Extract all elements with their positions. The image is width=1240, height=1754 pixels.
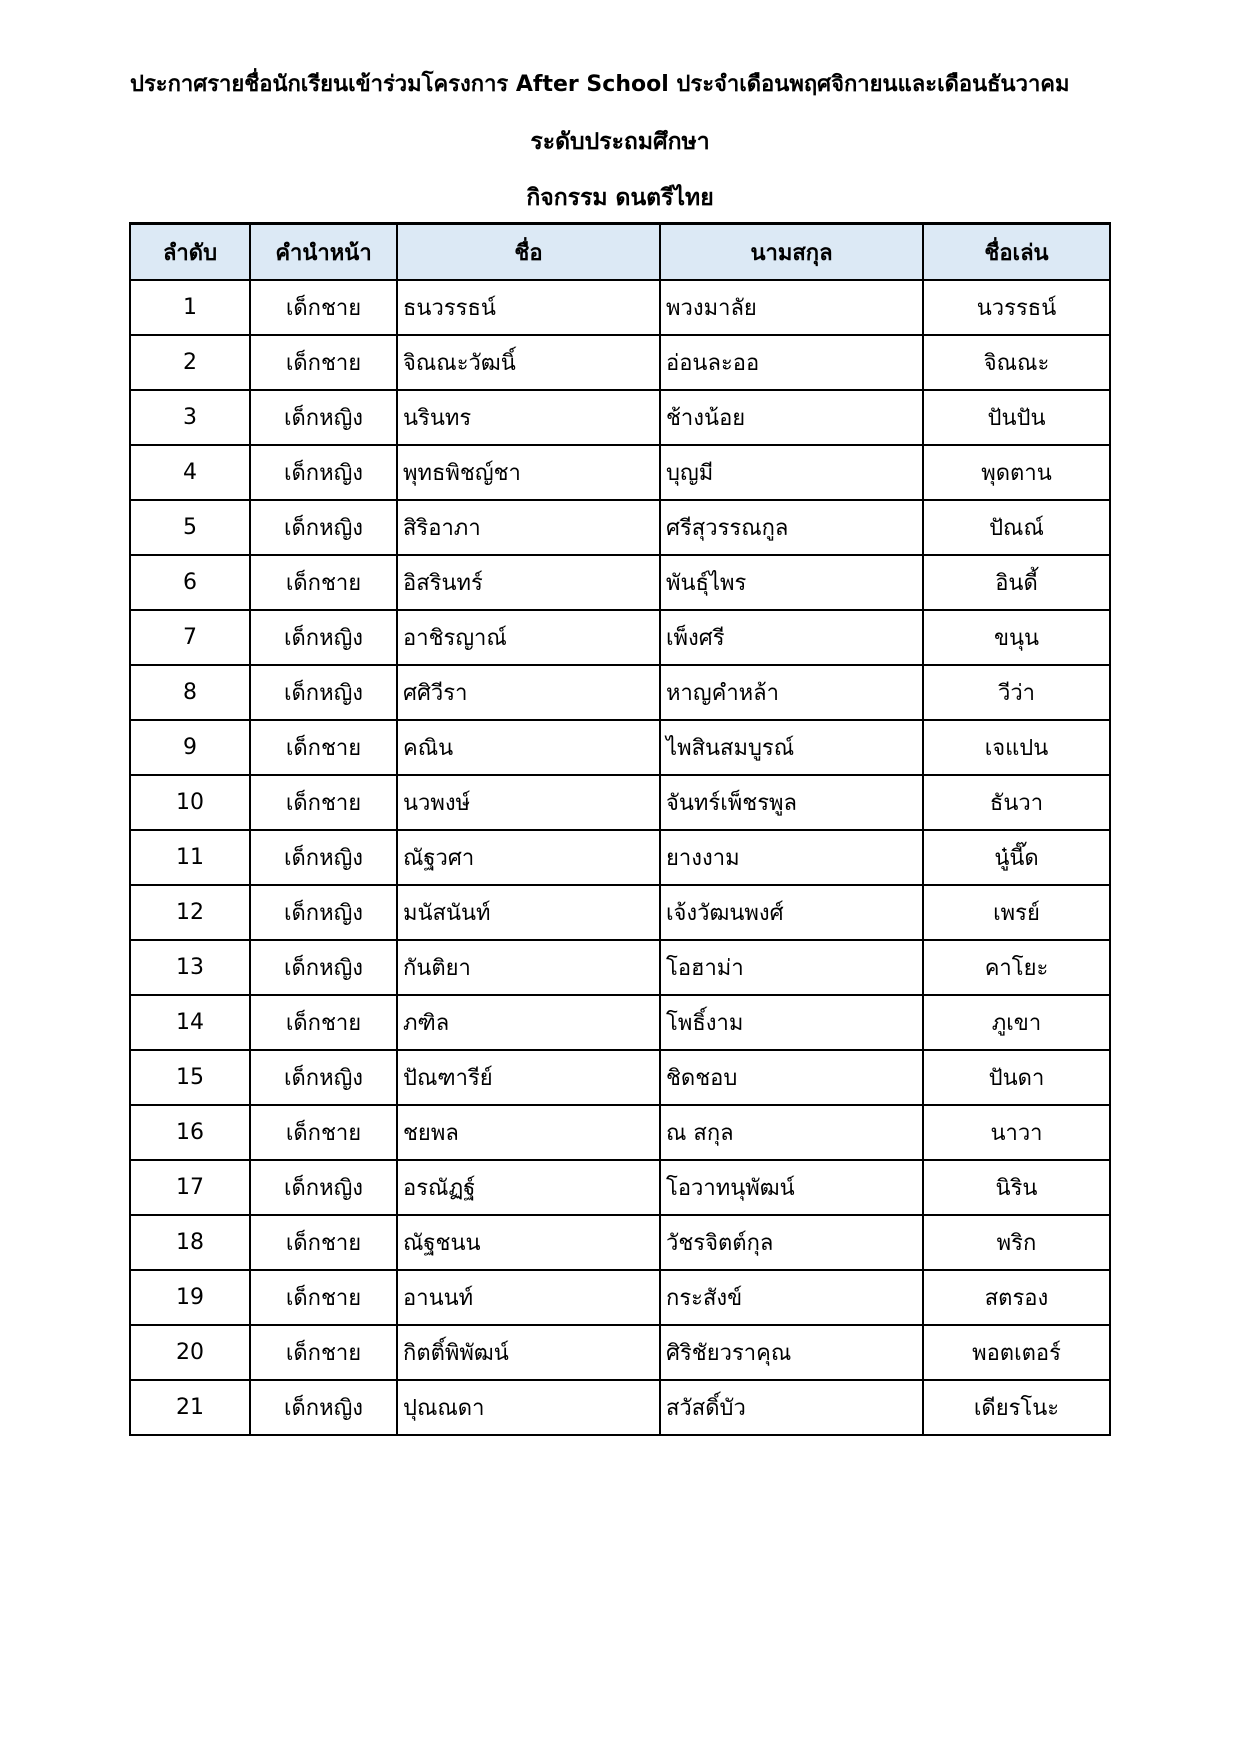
table-row — [130, 1215, 1110, 1270]
cell-no: 15 — [130, 1050, 250, 1105]
cell-no: 10 — [130, 775, 250, 830]
cell-first-name: นวพงษ์ — [397, 775, 660, 830]
header-last-name: นามสกุล — [660, 224, 923, 281]
cell-first-name: ณัฐชนน — [397, 1215, 660, 1270]
student-roster-table — [129, 222, 1111, 1436]
education-level-heading: ระดับประถมศึกษา — [530, 129, 710, 155]
cell-first-name: อาชิรญาณ์ — [397, 610, 660, 665]
cell-last-name: ไพสินสมบูรณ์ — [660, 720, 923, 775]
cell-last-name: หาญคำหล้า — [660, 665, 923, 720]
cell-last-name: ยางงาม — [660, 830, 923, 885]
cell-nickname: นิริน — [923, 1160, 1110, 1215]
cell-prefix: เด็กชาย — [250, 775, 397, 830]
header-nickname: ชื่อเล่น — [923, 224, 1110, 281]
cell-first-name: จิณณะวัฒนิ์ — [397, 335, 660, 390]
cell-last-name: อ่อนละออ — [660, 335, 923, 390]
cell-no: 17 — [130, 1160, 250, 1215]
table-row — [130, 445, 1110, 500]
cell-no: 18 — [130, 1215, 250, 1270]
table-row — [130, 1160, 1110, 1215]
cell-prefix: เด็กชาย — [250, 1270, 397, 1325]
cell-last-name: ช้างน้อย — [660, 390, 923, 445]
cell-first-name: ปุณณดา — [397, 1380, 660, 1435]
cell-nickname: อินดี้ — [923, 555, 1110, 610]
header-no: ลำดับ — [130, 224, 250, 281]
table-row — [130, 1380, 1110, 1435]
cell-no: 19 — [130, 1270, 250, 1325]
cell-prefix: เด็กหญิง — [250, 445, 397, 500]
cell-prefix: เด็กหญิง — [250, 665, 397, 720]
cell-first-name: ณัฐวศา — [397, 830, 660, 885]
cell-no: 11 — [130, 830, 250, 885]
cell-nickname: ขนุน — [923, 610, 1110, 665]
cell-last-name: โอวาทนุพัฒน์ — [660, 1160, 923, 1215]
cell-nickname: ปัณณ์ — [923, 500, 1110, 555]
cell-no: 7 — [130, 610, 250, 665]
cell-nickname: นู๋นี๊ด — [923, 830, 1110, 885]
cell-last-name: ณ สกุล — [660, 1105, 923, 1160]
cell-first-name: กันติยา — [397, 940, 660, 995]
cell-nickname: พอตเตอร์ — [923, 1325, 1110, 1380]
header-first-name: ชื่อ — [397, 224, 660, 281]
cell-no: 4 — [130, 445, 250, 500]
cell-last-name: กระสังข์ — [660, 1270, 923, 1325]
table-row — [130, 1050, 1110, 1105]
cell-first-name: ศศิวีรา — [397, 665, 660, 720]
cell-first-name: กิตติ์พิพัฒน์ — [397, 1325, 660, 1380]
cell-no: 1 — [130, 280, 250, 335]
cell-no: 3 — [130, 390, 250, 445]
activity-heading: กิจกรรม ดนตรีไทย — [526, 185, 714, 211]
cell-last-name: เจ้งวัฒนพงศ์ — [660, 885, 923, 940]
cell-prefix: เด็กหญิง — [250, 1160, 397, 1215]
cell-last-name: พวงมาลัย — [660, 280, 923, 335]
cell-prefix: เด็กชาย — [250, 720, 397, 775]
table-row — [130, 995, 1110, 1050]
cell-first-name: มนัสนันท์ — [397, 885, 660, 940]
table-row — [130, 555, 1110, 610]
cell-first-name: ธนวรรธน์ — [397, 280, 660, 335]
cell-prefix: เด็กหญิง — [250, 940, 397, 995]
cell-first-name: สิริอาภา — [397, 500, 660, 555]
cell-nickname: ธันวา — [923, 775, 1110, 830]
cell-no: 12 — [130, 885, 250, 940]
cell-prefix: เด็กชาย — [250, 335, 397, 390]
cell-nickname: นาวา — [923, 1105, 1110, 1160]
table-row — [130, 610, 1110, 665]
table-row — [130, 1325, 1110, 1380]
cell-last-name: ศิริชัยวราคุณ — [660, 1325, 923, 1380]
cell-no: 6 — [130, 555, 250, 610]
cell-prefix: เด็กหญิง — [250, 830, 397, 885]
cell-prefix: เด็กหญิง — [250, 610, 397, 665]
cell-first-name: ภฑิล — [397, 995, 660, 1050]
cell-last-name: ชิดชอบ — [660, 1050, 923, 1105]
cell-nickname: คาโยะ — [923, 940, 1110, 995]
table-row — [130, 335, 1110, 390]
cell-last-name: วัชรจิตต์กุล — [660, 1215, 923, 1270]
cell-no: 20 — [130, 1325, 250, 1380]
cell-first-name: ปัณฑารีย์ — [397, 1050, 660, 1105]
cell-prefix: เด็กหญิง — [250, 885, 397, 940]
cell-last-name: เพ็งศรี — [660, 610, 923, 665]
cell-nickname: เดียรโนะ — [923, 1380, 1110, 1435]
cell-no: 9 — [130, 720, 250, 775]
table-row — [130, 775, 1110, 830]
cell-last-name: จันทร์เพ็ชรพูล — [660, 775, 923, 830]
cell-no: 5 — [130, 500, 250, 555]
cell-prefix: เด็กชาย — [250, 1105, 397, 1160]
cell-prefix: เด็กชาย — [250, 555, 397, 610]
cell-no: 21 — [130, 1380, 250, 1435]
cell-first-name: อานนท์ — [397, 1270, 660, 1325]
cell-nickname: เจแปน — [923, 720, 1110, 775]
cell-prefix: เด็กหญิง — [250, 1380, 397, 1435]
cell-nickname: วีว่า — [923, 665, 1110, 720]
cell-first-name: พุทธพิชญ์ชา — [397, 445, 660, 500]
cell-last-name: สวัสดิ์บัว — [660, 1380, 923, 1435]
table-row — [130, 500, 1110, 555]
table-body — [130, 280, 1110, 1435]
table-header-row — [130, 224, 1110, 281]
cell-last-name: โพธิ์งาม — [660, 995, 923, 1050]
cell-nickname: เพรย์ — [923, 885, 1110, 940]
cell-no: 16 — [130, 1105, 250, 1160]
cell-first-name: ชยพล — [397, 1105, 660, 1160]
cell-nickname: สตรอง — [923, 1270, 1110, 1325]
cell-prefix: เด็กชาย — [250, 1325, 397, 1380]
cell-nickname: ปันดา — [923, 1050, 1110, 1105]
cell-last-name: พันธุ์ไพร — [660, 555, 923, 610]
table-row — [130, 940, 1110, 995]
cell-prefix: เด็กชาย — [250, 1215, 397, 1270]
table-row — [130, 830, 1110, 885]
cell-first-name: คณิน — [397, 720, 660, 775]
cell-prefix: เด็กหญิง — [250, 1050, 397, 1105]
table-row — [130, 390, 1110, 445]
cell-no: 8 — [130, 665, 250, 720]
cell-last-name: ศรีสุวรรณกูล — [660, 500, 923, 555]
cell-no: 14 — [130, 995, 250, 1050]
cell-no: 13 — [130, 940, 250, 995]
cell-last-name: บุญมี — [660, 445, 923, 500]
cell-nickname: นวรรธน์ — [923, 280, 1110, 335]
announcement-title: ประกาศรายชื่อนักเรียนเข้าร่วมโครงการ After School ประจำเดือนพฤศจิกายนและเดือนธันวาคม — [130, 72, 1070, 97]
cell-prefix: เด็กหญิง — [250, 390, 397, 445]
table-row — [130, 280, 1110, 335]
cell-prefix: เด็กชาย — [250, 280, 397, 335]
cell-prefix: เด็กชาย — [250, 995, 397, 1050]
cell-nickname: จิณณะ — [923, 335, 1110, 390]
table-row — [130, 665, 1110, 720]
cell-prefix: เด็กหญิง — [250, 500, 397, 555]
cell-nickname: ปันปัน — [923, 390, 1110, 445]
cell-nickname: ภูเขา — [923, 995, 1110, 1050]
cell-nickname: พุดตาน — [923, 445, 1110, 500]
header-prefix: คำนำหน้า — [250, 224, 397, 281]
table-row — [130, 885, 1110, 940]
cell-nickname: พริก — [923, 1215, 1110, 1270]
cell-no: 2 — [130, 335, 250, 390]
table-row — [130, 1270, 1110, 1325]
table-row — [130, 1105, 1110, 1160]
table-row — [130, 720, 1110, 775]
cell-first-name: อิสรินทร์ — [397, 555, 660, 610]
cell-first-name: อรณัฏฐ์ — [397, 1160, 660, 1215]
cell-first-name: นรินทร — [397, 390, 660, 445]
cell-last-name: โอฮาม่า — [660, 940, 923, 995]
